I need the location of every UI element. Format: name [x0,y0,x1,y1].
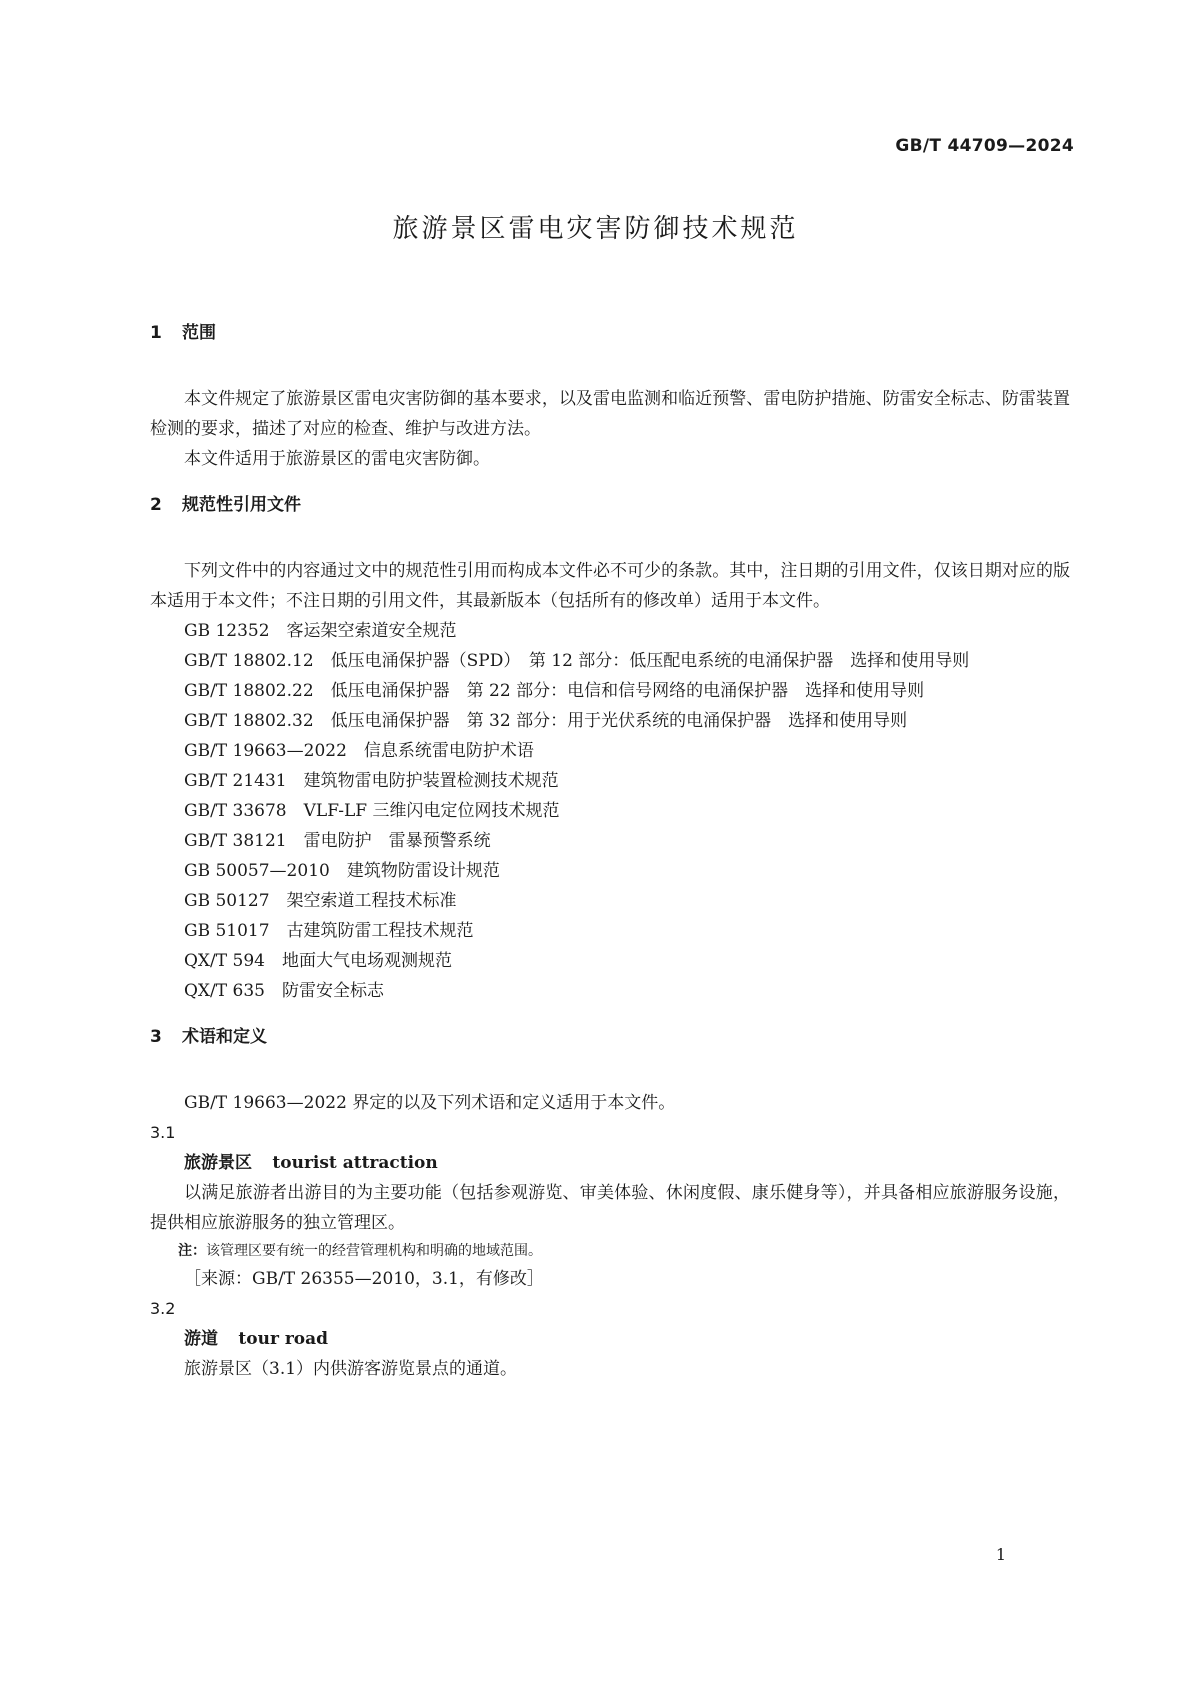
section-heading-terms-definitions [150,1022,1070,1052]
document-body [150,318,1070,1384]
section-heading-normative-references [150,490,1070,520]
note-text: 该管理区要有统一的经营管理机构和明确的地域范围。 [206,1243,542,1259]
term-name-zh: 旅游景区 [184,1153,252,1173]
term-name-en: tourist attraction [272,1153,438,1173]
reference-item: GB/T 21431 建筑物雷电防护装置检测技术规范 [184,771,559,791]
term-name-zh: 游道 [184,1329,218,1349]
section-heading-scope [150,318,1070,348]
term-note [150,1238,1070,1264]
note-label: 注： [178,1243,206,1259]
section-number: 3 [150,1027,162,1047]
reference-item: GB 50127 架空索道工程技术标准 [184,891,457,911]
reference-item: GB/T 18802.22 低压电涌保护器 第 22 部分：电信和信号网络的电涌保护器 选择和使用导则 [184,681,925,701]
document-title: 旅游景区雷电灾害防御技术规范 [392,214,799,244]
terms-intro: GB/T 19663—2022 界定的以及下列术语和定义适用于本文件。 [184,1093,676,1113]
page-number: 1 [995,1545,1006,1564]
scope-paragraph-2: 本文件适用于旅游景区的雷电灾害防御。 [184,449,490,469]
term-definition: 以满足旅游者出游目的为主要功能（包括参观游览、审美体验、休闲度假、康乐健身等），并具备相应旅游服务设施，提供相应旅游服务的独立管理区。 [150,1183,1070,1233]
term-name-en: tour road [238,1329,329,1349]
section-number: 1 [150,323,162,343]
reference-item: GB/T 19663—2022 信息系统雷电防护术语 [184,741,534,761]
scope-paragraph-1: 本文件规定了旅游景区雷电灾害防御的基本要求，以及雷电监测和临近预警、雷电防护措施、防雷安全标志、防雷装置检测的要求，描述了对应的检查、维护与改进方法。 [150,389,1070,439]
term-definition: 旅游景区（3.1）内供游客游览景点的通道。 [184,1359,518,1379]
normative-references-intro: 下列文件中的内容通过文中的规范性引用而构成本文件必不可少的条款。其中，注日期的引用文件，仅该日期对应的版本适用于本文件；不注日期的引用文件，其最新版本（包括所有的修改单）适用于本文件。 [150,561,1070,611]
section-title: 术语和定义 [182,1027,267,1047]
term-name [150,1148,1070,1178]
reference-item: GB 50057—2010 建筑物防雷设计规范 [184,861,500,881]
term-source: ［来源：GB/T 26355—2010，3.1，有修改］ [184,1269,544,1289]
term-number: 3.1 [150,1123,176,1142]
standard-code: GB/T 44709—2024 [895,136,1074,156]
reference-item: QX/T 594 地面大气电场观测规范 [184,951,452,971]
reference-item: GB/T 38121 雷电防护 雷暴预警系统 [184,831,491,851]
reference-item: GB/T 18802.12 低压电涌保护器（SPD） 第 12 部分：低压配电系统的电涌保护器 选择和使用导则 [184,651,970,671]
reference-item: GB/T 33678 VLF-LF 三维闪电定位网技术规范 [184,801,560,821]
reference-item: QX/T 635 防雷安全标志 [184,981,384,1001]
reference-item: GB 51017 古建筑防雷工程技术规范 [184,921,474,941]
reference-item: GB 12352 客运架空索道安全规范 [184,621,457,641]
section-title: 规范性引用文件 [182,495,301,515]
reference-item: GB/T 18802.32 低压电涌保护器 第 32 部分：用于光伏系统的电涌保护器 选择和使用导则 [184,711,908,731]
section-title: 范围 [182,323,216,343]
section-number: 2 [150,495,162,515]
term-number: 3.2 [150,1299,176,1318]
term-name [150,1324,1070,1354]
